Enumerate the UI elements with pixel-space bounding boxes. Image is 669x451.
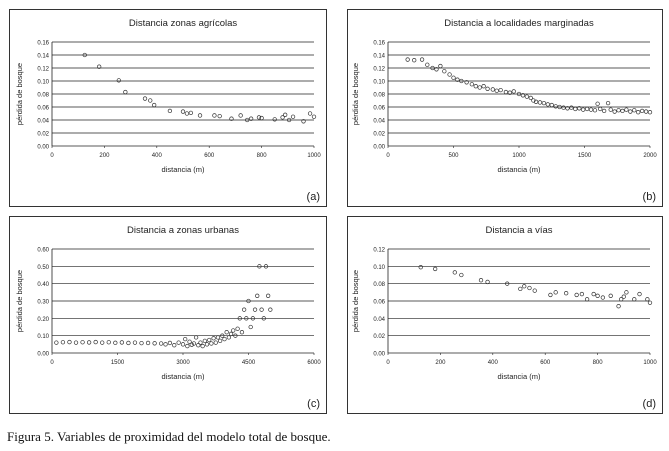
x-tick-label: 400: [487, 360, 498, 366]
x-tick-label: 0: [386, 360, 390, 366]
data-point: [283, 113, 287, 117]
data-point: [474, 84, 478, 88]
data-point: [207, 338, 211, 342]
chart-svg: [10, 10, 326, 206]
data-point: [621, 109, 625, 113]
data-point: [504, 90, 508, 94]
data-point: [120, 341, 124, 345]
data-point: [152, 103, 156, 107]
data-point: [124, 90, 128, 94]
data-point: [177, 341, 181, 345]
data-point: [168, 341, 172, 345]
x-tick-label: 0: [50, 153, 54, 159]
chart-title: Distancia a zonas urbanas: [127, 225, 239, 236]
data-point: [55, 341, 59, 345]
data-point: [528, 286, 532, 290]
data-point: [212, 336, 216, 340]
data-point: [133, 341, 137, 345]
data-point: [100, 341, 104, 345]
chart-svg: [348, 10, 662, 206]
data-point: [648, 301, 652, 305]
y-tick-label: 0.08: [373, 92, 385, 99]
x-tick-label: 200: [435, 360, 446, 366]
data-point: [609, 108, 613, 112]
data-point: [255, 294, 259, 298]
data-point: [546, 103, 550, 107]
y-tick-label: 0.08: [37, 92, 49, 99]
data-point: [512, 90, 516, 94]
data-point: [68, 340, 72, 344]
data-point: [452, 76, 456, 80]
data-point: [585, 297, 589, 301]
y-tick-label: 0.02: [373, 131, 385, 138]
chart-title: Distancia a vías: [485, 225, 553, 236]
data-point: [419, 265, 423, 269]
chart-panel-a: [9, 9, 327, 207]
data-point: [598, 107, 602, 111]
data-point: [114, 341, 118, 345]
data-point: [644, 110, 648, 114]
data-point: [249, 325, 253, 329]
y-tick-label: 0.20: [37, 316, 49, 323]
x-axis-label: distancia (m): [161, 165, 205, 174]
data-point: [291, 115, 295, 119]
x-tick-label: 600: [540, 360, 551, 366]
x-tick-label: 800: [256, 153, 267, 159]
x-tick-label: 200: [99, 153, 110, 159]
data-point: [308, 112, 312, 116]
data-point: [562, 106, 566, 110]
y-axis-label: pérdida de bosque: [15, 62, 24, 126]
y-tick-label: 0.02: [373, 334, 385, 341]
y-tick-label: 0.00: [373, 351, 385, 358]
data-point: [266, 294, 270, 298]
y-tick-label: 0.06: [373, 105, 385, 112]
data-point: [420, 58, 424, 62]
data-point: [253, 308, 257, 312]
chart-svg: [348, 217, 662, 413]
data-point: [201, 344, 205, 348]
x-axis-label: distancia (m): [497, 372, 541, 381]
data-point: [227, 336, 231, 340]
y-axis-label: pérdida de bosque: [351, 62, 360, 126]
data-point: [242, 308, 246, 312]
x-tick-label: 1500: [110, 360, 125, 366]
data-point: [172, 343, 176, 347]
chart-panel-b: [347, 9, 663, 207]
y-tick-label: 0.04: [37, 118, 49, 125]
data-point: [216, 336, 220, 340]
y-tick-label: 0.40: [37, 282, 49, 289]
data-point: [522, 284, 526, 288]
data-point: [625, 108, 629, 112]
x-tick-label: 1500: [577, 153, 592, 159]
y-tick-label: 0.04: [373, 316, 385, 323]
y-tick-label: 0.12: [373, 66, 385, 73]
data-point: [406, 58, 410, 62]
data-point: [549, 293, 553, 297]
data-point: [183, 337, 187, 341]
data-point: [538, 101, 542, 105]
data-point: [491, 88, 495, 92]
data-point: [648, 110, 652, 114]
y-tick-label: 0.10: [37, 334, 49, 341]
data-point: [613, 110, 617, 114]
y-tick-label: 0.30: [37, 299, 49, 306]
chart-title: Distancia a localidades marginadas: [444, 18, 594, 29]
data-point: [218, 114, 222, 118]
chart-panel-c: [9, 216, 327, 414]
data-point: [74, 341, 78, 345]
data-point: [622, 295, 626, 299]
data-point: [486, 87, 490, 91]
chart-svg: [10, 217, 326, 413]
data-point: [632, 108, 636, 112]
data-point: [198, 114, 202, 118]
data-point: [127, 341, 131, 345]
data-point: [581, 108, 585, 112]
x-tick-label: 1000: [512, 153, 526, 159]
data-point: [205, 343, 209, 347]
data-point: [478, 86, 482, 90]
data-point: [146, 341, 150, 345]
data-point: [439, 64, 443, 68]
data-point: [453, 271, 457, 275]
data-point: [638, 292, 642, 296]
data-point: [153, 341, 157, 345]
data-point: [574, 107, 578, 111]
data-point: [240, 330, 244, 334]
data-point: [213, 114, 217, 118]
data-point: [593, 108, 597, 112]
y-tick-label: 0.12: [37, 66, 49, 73]
data-point: [533, 289, 537, 293]
data-point: [580, 292, 584, 296]
data-point: [596, 294, 600, 298]
y-tick-label: 0.12: [373, 247, 385, 254]
y-tick-label: 0.00: [37, 144, 49, 151]
data-point: [107, 340, 111, 344]
y-axis-label: pérdida de bosque: [15, 269, 24, 333]
data-point: [214, 341, 218, 345]
data-point: [194, 336, 198, 340]
y-tick-label: 0.10: [373, 79, 385, 86]
x-tick-label: 4500: [241, 360, 256, 366]
data-point: [554, 291, 558, 295]
data-point: [231, 329, 235, 333]
data-point: [61, 340, 65, 344]
data-point: [596, 102, 600, 106]
data-point: [589, 108, 593, 112]
y-tick-label: 0.04: [373, 118, 385, 125]
data-point: [239, 114, 243, 118]
figure-caption: Figura 5. Variables de proximidad del modelo total de bosque.: [7, 429, 331, 444]
data-point: [495, 89, 499, 93]
data-point: [225, 330, 229, 334]
chart-panel-d: [347, 216, 663, 414]
data-point: [636, 110, 640, 114]
y-tick-label: 0.60: [37, 247, 49, 254]
data-point: [433, 267, 437, 271]
data-point: [499, 88, 503, 92]
data-point: [94, 340, 98, 344]
data-point: [486, 280, 490, 284]
data-point: [525, 95, 529, 99]
data-point: [554, 105, 558, 109]
chart-title: Distancia zonas agrícolas: [128, 18, 238, 29]
x-tick-label: 6000: [307, 360, 321, 366]
data-point: [218, 339, 222, 343]
x-tick-label: 600: [204, 153, 215, 159]
data-point: [185, 112, 189, 116]
x-tick-label: 2000: [643, 153, 657, 159]
data-point: [479, 278, 483, 282]
data-point: [186, 344, 190, 348]
data-point: [570, 106, 574, 110]
data-point: [443, 69, 447, 73]
data-point: [87, 341, 91, 345]
data-point: [448, 73, 452, 77]
y-tick-label: 0.10: [373, 264, 385, 271]
data-point: [629, 110, 633, 114]
data-point: [199, 341, 203, 345]
data-point: [203, 339, 207, 343]
data-point: [181, 343, 185, 347]
data-point: [168, 109, 172, 113]
data-point: [189, 111, 193, 115]
data-point: [617, 108, 621, 112]
data-point: [470, 82, 474, 86]
data-point: [460, 273, 464, 277]
data-point: [601, 296, 605, 300]
y-tick-label: 0.14: [373, 53, 385, 60]
data-point: [81, 340, 85, 344]
data-point: [592, 292, 596, 296]
data-point: [143, 97, 147, 101]
data-point: [117, 79, 121, 83]
data-point: [164, 343, 168, 347]
y-tick-label: 0.08: [373, 282, 385, 289]
panel-label: (c): [307, 398, 320, 410]
data-point: [646, 297, 650, 301]
x-tick-label: 0: [50, 360, 54, 366]
x-tick-label: 1000: [643, 360, 657, 366]
data-point: [602, 109, 606, 113]
data-point: [564, 291, 568, 295]
data-point: [542, 101, 546, 105]
data-point: [640, 109, 644, 113]
x-axis-label: distancia (m): [497, 165, 541, 174]
x-tick-label: 1000: [307, 153, 321, 159]
data-point: [273, 118, 277, 122]
y-tick-label: 0.16: [373, 40, 385, 47]
y-tick-label: 0.06: [37, 105, 49, 112]
data-point: [632, 297, 636, 301]
y-axis-label: pérdida de bosque: [351, 269, 360, 333]
data-point: [575, 293, 579, 297]
x-tick-label: 800: [592, 360, 603, 366]
y-tick-label: 0.06: [373, 299, 385, 306]
y-tick-label: 0.50: [37, 264, 49, 271]
data-point: [140, 341, 144, 345]
data-point: [269, 308, 273, 312]
data-point: [550, 103, 554, 107]
x-tick-label: 500: [448, 153, 459, 159]
data-point: [229, 332, 233, 336]
data-point: [148, 99, 152, 103]
data-point: [412, 58, 416, 62]
panel-label: (a): [306, 191, 320, 203]
data-point: [236, 327, 240, 331]
panel-label: (d): [642, 398, 656, 410]
data-point: [426, 63, 430, 67]
x-axis-label: distancia (m): [161, 372, 205, 381]
data-point: [585, 107, 589, 111]
data-point: [482, 84, 486, 88]
panel-label: (b): [642, 191, 656, 203]
data-point: [606, 101, 610, 105]
y-tick-label: 0.00: [37, 351, 49, 358]
data-point: [519, 287, 523, 291]
y-tick-label: 0.16: [37, 40, 49, 47]
x-tick-label: 0: [386, 153, 390, 159]
data-point: [181, 110, 185, 114]
data-point: [210, 342, 214, 346]
y-tick-label: 0.14: [37, 53, 49, 60]
y-tick-label: 0.00: [373, 144, 385, 151]
y-tick-label: 0.02: [37, 131, 49, 138]
y-tick-label: 0.10: [37, 79, 49, 86]
x-tick-label: 400: [151, 153, 162, 159]
data-point: [159, 342, 163, 346]
data-point: [625, 291, 629, 295]
x-tick-label: 3000: [176, 360, 190, 366]
data-point: [260, 308, 264, 312]
data-point: [617, 304, 621, 308]
data-point: [609, 294, 613, 298]
data-point: [312, 115, 316, 119]
data-point: [223, 337, 227, 341]
